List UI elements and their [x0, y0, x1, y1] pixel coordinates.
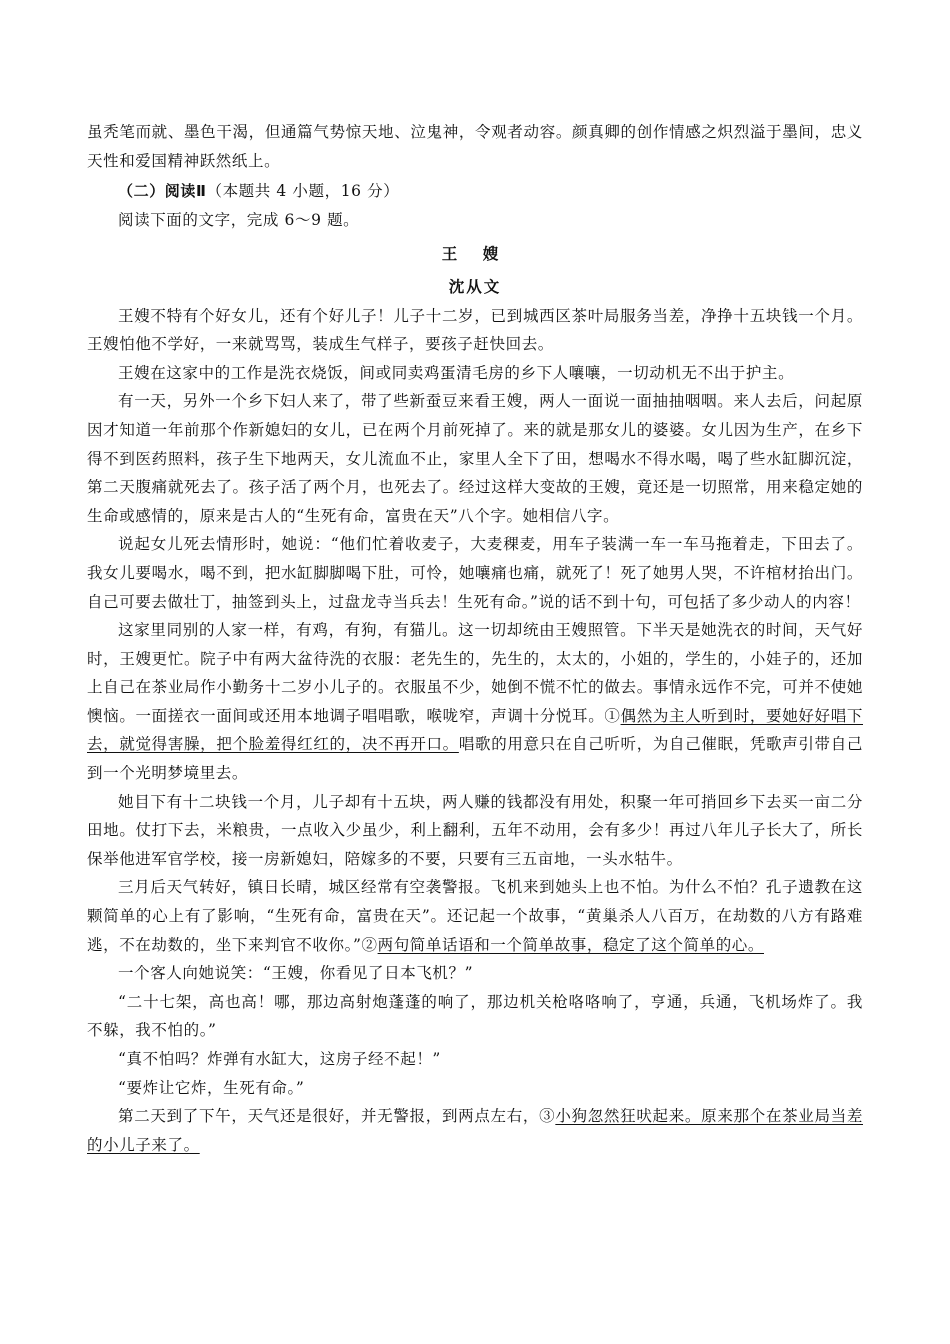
underlined-sentence-2: 两句简单话语和一个简单故事，稳定了这个简单的心。: [377, 935, 764, 954]
paragraph-12: [87, 1102, 863, 1159]
section-heading: （二）阅读Ⅱ: [118, 182, 207, 201]
paragraph-4: 说起女儿死去情形时，她说：“他们忙着收麦子，大麦稞麦，用车子装满一车一车马拖着走，下田去了。我女儿要喝水，喝不到，把水缸脚脚喝下肚，可怜，她嚷痛也痛，就死了！死了她男人哭，不许棺材抬出门。自己可要去做壮丁，抽签到头上，过盘龙寺当兵去！生死有命。”说的话不到十句，可包括了多少动人的内容！: [87, 535, 863, 611]
paragraph-8: 一个客人向她说笑：“王嫂，你看见了日本飞机？”: [118, 964, 474, 983]
intro-paragraph: 虽秃笔而就、墨色干渴，但通篇气势惊天地、泣鬼神，令观者动容。颜真卿的创作情感之炽烈溢于墨间，忠义天性和爱国精神跃然纸上。: [87, 123, 863, 170]
underlined-sentence-3: 小狗忽然狂吠起来。原来那个在茶业局当差的小儿子来了。: [87, 1107, 863, 1154]
paragraph-1: 王嫂不特有个好女儿，还有个好儿子！儿子十二岁，已到城西区茶叶局服务当差，净挣十五块钱一个月。王嫂怕他不学好，一来就骂骂，装成生气样子，要孩子赶快回去。: [87, 306, 863, 354]
marker-3: ③: [539, 1107, 556, 1126]
paragraph-11: “要炸让它炸，生死有命。”: [118, 1078, 305, 1097]
paragraph-7: [87, 873, 863, 959]
section-heading-line: [87, 177, 863, 206]
underlined-sentence-1: 偶然为主人听到时，要她好好唱下去，就觉得害臊，把个脸羞得红红的，决不再开口。: [87, 706, 863, 754]
paragraph-3: 有一天，另外一个乡下妇人来了，带了些新蚕豆来看王嫂，两人一面说一面抽抽咽咽。来人去后，问起原因才知道一年前那个作新媳妇的女儿，已在两个月前死掉了。来的就是那女儿的婆婆。女儿因为生产，在乡下得不到医药照料，孩子生下地两天，女儿流血不止，家里人全下了田，想喝水不得水喝，喝了些水缸脚沉淀，第二天腹痛就死去了。孩子活了两个月，也死去了。经过这样大变故的王嫂，竟还是一切照常，用来稳定她的生命或感情的，原来是古人的“生死有命，富贵在天”八个字。她相信八字。: [87, 392, 863, 525]
paragraph-5: [87, 616, 863, 788]
marker-1: ①: [604, 706, 621, 725]
paragraph-5-text: 这家里同别的人家一样，有鸡，有狗，有猫儿。这一切却统由王嫂照管。下半天是她洗衣的时间，天气好时，王嫂更忙。院子中有两大盆待洗的衣服：老先生的，先生的，太太的，小姐的，学生的，小娃子的，还加上自己在茶业局作小勤务十二岁小儿子的。衣服虽不少，她倒不慌不忙的做去。事情永远作不完，可并不使她懊恼。一面搓衣一面间或还用本地调子唱唱歌，喉咙窄，声调十分悦耳。: [87, 621, 863, 725]
section-note: （本题共 4 小题，16 分）: [206, 182, 400, 201]
paragraph-2: 王嫂在这家中的工作是洗衣烧饭，间或同卖鸡蛋清毛房的乡下人嚷嚷，一切动机无不出于护主。: [118, 363, 795, 382]
document-page: [87, 118, 863, 1159]
story-author: 沈从文: [448, 277, 502, 296]
paragraph-5-tail: 唱歌的用意只在自己听听，为自己催眠，凭歌声引带自己到一个光明梦境里去。: [87, 735, 863, 783]
paragraph-12-text: 第二天到了下午，天气还是很好，并无警报，到两点左右，: [118, 1107, 540, 1126]
paragraph-7-text: 三月后天气转好，镇日长晴，城区经常有空袭警报。飞机来到她头上也不怕。为什么不怕？孔子遗教在这颗简单的心上有了影响，“生死有命，富贵在天”。还记起一个故事，“黄巢杀人八百万，在劫数的八方有路难逃，不在劫数的，坐下来判官不收你。”: [87, 878, 863, 954]
instruction: 阅读下面的文字，完成 6～9 题。: [118, 210, 360, 229]
paragraph-6: 她目下有十二块钱一个月，儿子却有十五块，两人赚的钱都没有用处，积聚一年可捎回乡下去买一亩二分田地。仗打下去，米粮贵，一点收入少虽少，利上翻利，五年不动用，会有多少！再过八年儿子长大了，所长保举他进军官学校，接一房新媳妇，陪嫁多的不要，只要有三五亩地，一头水牯牛。: [87, 792, 863, 868]
story-title: 王 嫂: [441, 245, 509, 264]
paragraph-10: “真不怕吗？炸弹有水缸大，这房子经不起！”: [118, 1050, 441, 1068]
paragraph-9: “二十七架，高也高！哪，那边高射炮蓬蓬的响了，那边机关枪咯咯响了，亨通，兵通，飞机场炸了。我不躲，我不怕的。”: [87, 992, 863, 1040]
marker-2: ②: [361, 935, 378, 954]
